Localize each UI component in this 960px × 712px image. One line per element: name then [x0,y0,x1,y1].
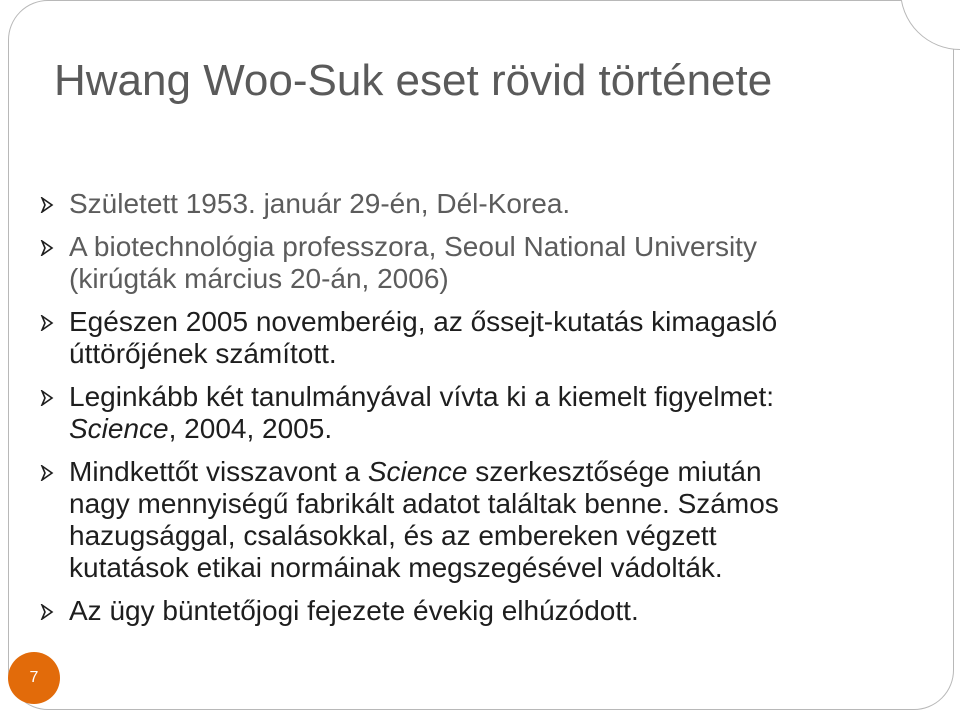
list-item [40,188,920,220]
bullet-text: úttörőjének számított. [69,338,337,369]
page-number-badge: 7 [8,652,60,704]
arrow-bullet-icon [40,315,54,331]
bullet-text: Mindkettőt visszavont a [69,456,368,487]
bullet-text: Leginkább két tanulmányával vívta ki a kiemelt figyelmet: [69,381,775,412]
bullet-text: Az ügy büntetőjogi fejezete évekig elhúzódott. [69,595,639,626]
list-item [40,595,920,627]
bullet-text: Egészen 2005 novemberéig, az őssejt-kutatás kimagasló [69,306,778,337]
bullet-text: (kirúgták március 20-án, 2006) [69,263,449,294]
bullet-text: nagy mennyiségű fabrikált adatot találtak benne. Számos [69,488,779,519]
list-item [40,231,920,295]
bullet-text: kutatások etikai normáinak megszegésével vádolták. [69,552,723,583]
bullet-text: , 2004, 2005. [168,413,333,444]
journal-name: Science [367,456,468,487]
bullet-text [69,456,920,488]
list-item [40,306,920,370]
arrow-bullet-icon [40,604,54,620]
bullet-list [40,188,920,638]
bullet-text: A biotechnológia professzora, Seoul National University [69,231,757,262]
bullet-text [69,413,920,445]
bullet-text: hazugsággal, csalásokkal, és az embereken végzett [69,520,717,551]
arrow-bullet-icon [40,197,54,213]
page-title: Hwang Woo-Suk eset rövid története [54,56,773,105]
arrow-bullet-icon [40,240,54,256]
arrow-bullet-icon [40,390,54,406]
arrow-bullet-icon [40,465,54,481]
list-item [40,381,920,445]
list-item [40,456,920,584]
bullet-text: Született 1953. január 29-én, Dél-Korea. [69,188,571,219]
bullet-text: szerkesztősége miután [467,456,762,487]
journal-name: Science [69,413,169,444]
